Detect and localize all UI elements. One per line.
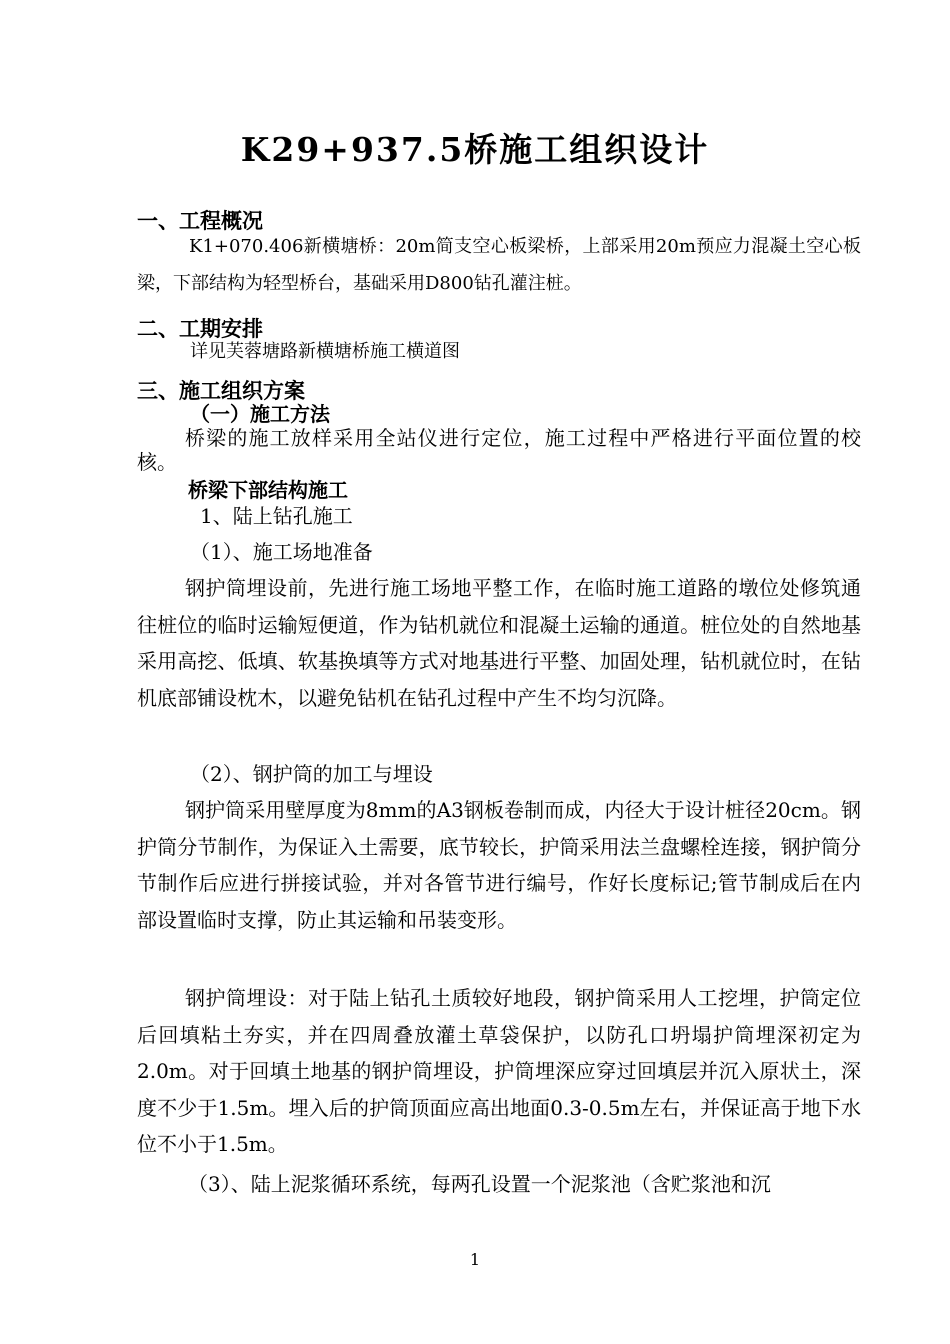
- section-text-schedule: 详见芙蓉塘路新横塘桥施工横道图: [190, 341, 460, 362]
- item-casing-fabrication: （2）、钢护筒的加工与埋设: [190, 762, 433, 786]
- item-land-drilling: 1、陆上钻孔施工: [200, 504, 353, 528]
- section-heading-plan: 三、施工组织方案: [137, 379, 305, 403]
- item-mud-circulation: （3）、陆上泥浆循环系统，每两孔设置一个泥浆池（含贮浆池和沉: [188, 1172, 771, 1196]
- paragraph-site-preparation: 钢护筒埋设前，先进行施工场地平整工作，在临时施工道路的墩位处修筑通往桩位的临时运输短便道，作为钻机就位和混凝土运输的通道。桩位处的自然地基采用高挖、低填、软基换填等方式对地基进行平整、加固处理，钻机就位时，在钻机底部铺设枕木，以避免钻机在钻孔过程中产生不均匀沉降。: [137, 576, 861, 710]
- item-site-preparation: （1）、施工场地准备: [190, 540, 373, 564]
- document-title: K29+937.5桥施工组织设计: [240, 130, 710, 169]
- paragraph-casing-fabrication: 钢护筒采用壁厚度为8mm的A3钢板卷制而成，内径大于设计桩径20cm。钢护筒分节制作，为保证入土需要，底节较长，护筒采用法兰盘螺栓连接，钢护筒分节制作后应进行拼接试验，并对各管节进行编号，作好长度标记;管节制成后在内部设置临时支撑，防止其运输和吊装变形。: [137, 798, 861, 932]
- subsection-text-method: 桥梁的施工放样采用全站仪进行定位，施工过程中严格进行平面位置的校核。: [137, 426, 861, 474]
- page-number: 1: [469, 1250, 481, 1269]
- paragraph-casing-embedding: 钢护筒埋设：对于陆上钻孔土质较好地段，钢护筒采用人工挖埋，护筒定位后回填粘土夯实，并在四周叠放灌土草袋保护，以防孔口坍塌护筒埋深初定为2.0m。对于回填土地基的钢护筒埋设，护筒埋深应穿过回填层并沉入原状土，深度不少于1.5m。埋入后的护筒顶面应高出地面0.3-0.5m左右，并保证高于地下水位不小于1.5m。: [137, 986, 861, 1156]
- section-text-overview: K1+070.406新横塘桥：20m简支空心板梁桥，上部采用20m预应力混凝土空心板梁，下部结构为轻型桥台，基础采用D800钻孔灌注桩。: [137, 236, 861, 294]
- subsection-heading-method: （一）施工方法: [190, 402, 330, 426]
- subsection-heading-substructure: 桥梁下部结构施工: [188, 478, 348, 502]
- section-heading-schedule: 二、工期安排: [137, 317, 263, 341]
- section-heading-overview: 一、工程概况: [137, 209, 263, 233]
